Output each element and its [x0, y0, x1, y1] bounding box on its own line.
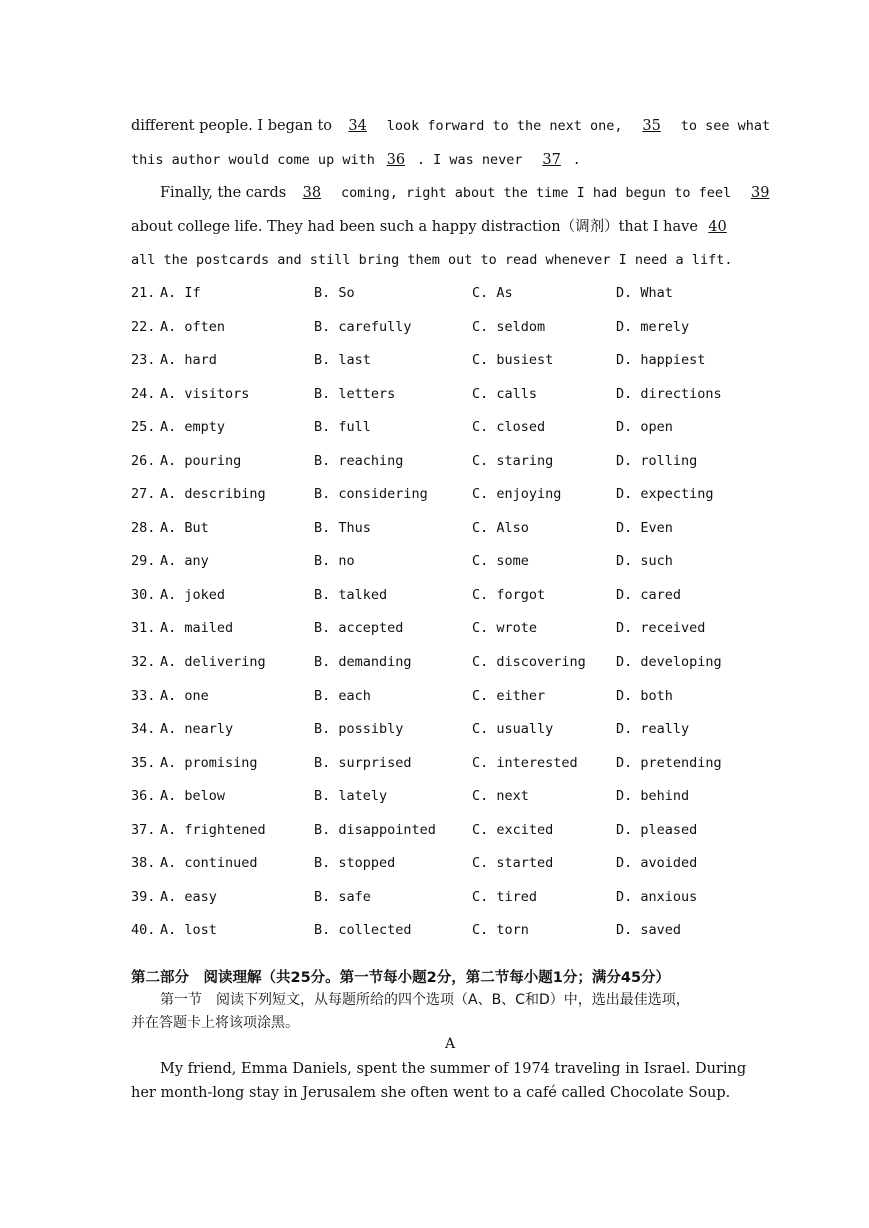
option-b: B. each	[314, 687, 371, 704]
passage-line-3: Finally, the cards 38 coming, right about the time I had begun to feel 39	[131, 177, 739, 211]
option-b: B. lately	[314, 788, 388, 805]
question-row	[131, 579, 751, 613]
option-c: C. calls	[472, 385, 538, 402]
option-a: A. often	[160, 318, 226, 335]
option-c: C. started	[472, 855, 554, 872]
question-row	[131, 445, 751, 479]
option-a: A. hard	[160, 352, 217, 369]
option-a: A. empty	[160, 419, 226, 436]
question-row	[131, 713, 751, 747]
question-number: 34.	[131, 721, 156, 738]
question-number: 32.	[131, 654, 156, 671]
option-c: C. excited	[472, 821, 554, 838]
question-row	[131, 612, 751, 646]
option-b: B. collected	[314, 922, 412, 939]
option-a: A. If	[160, 285, 201, 301]
option-c: C. As	[472, 285, 513, 301]
option-b: B. full	[314, 419, 371, 436]
question-row	[131, 512, 751, 546]
blank-38: 38	[302, 185, 322, 202]
option-b: B. stopped	[314, 855, 396, 872]
instructions-line-2: 并在答题卡上将该项涂黑。	[131, 1015, 299, 1031]
option-d: D. cared	[616, 586, 682, 603]
story-line-2: her month-long stay in Jerusalem she often went to a café called Chocolate Soup.	[131, 1085, 731, 1101]
option-a: A. visitors	[160, 385, 250, 402]
option-c: C. enjoying	[472, 486, 562, 503]
option-a: A. lost	[160, 922, 217, 939]
option-b: B. accepted	[314, 620, 404, 637]
option-b: B. reaching	[314, 452, 404, 469]
option-d: D. really	[616, 721, 690, 738]
question-row	[131, 344, 751, 378]
option-a: A. delivering	[160, 654, 266, 671]
blank-34: 34	[348, 118, 367, 134]
option-d: D. developing	[616, 654, 722, 671]
question-number: 38.	[131, 855, 156, 872]
question-number: 27.	[131, 486, 156, 503]
story-line-1: My friend, Emma Daniels, spent the summer of 1974 traveling in Israel. During	[160, 1061, 747, 1077]
option-b: B. safe	[314, 888, 371, 905]
option-d: D. avoided	[616, 855, 698, 872]
blank-35: 35	[642, 118, 661, 134]
option-c: C. Also	[472, 519, 529, 536]
question-row	[131, 646, 751, 680]
option-a: A. mailed	[160, 620, 234, 637]
option-a: A. continued	[160, 855, 258, 872]
question-number: 40.	[131, 922, 156, 939]
option-d: D. Even	[616, 519, 673, 536]
blank-36: 36	[386, 151, 406, 168]
option-a: A. below	[160, 788, 226, 805]
option-c: C. usually	[472, 721, 554, 738]
option-a: A. promising	[160, 754, 258, 771]
question-row	[131, 411, 751, 445]
blank-40: 40	[708, 218, 727, 235]
option-b: B. no	[314, 553, 355, 570]
option-c: C. torn	[472, 922, 529, 939]
question-row	[131, 814, 751, 848]
option-a: A. any	[160, 553, 209, 570]
option-a: A. describing	[160, 486, 266, 503]
question-row	[131, 545, 751, 579]
question-number: 24.	[131, 385, 156, 402]
option-d: D. behind	[616, 788, 690, 805]
question-number: 25.	[131, 419, 156, 436]
option-b: B. letters	[314, 385, 396, 402]
option-c: C. either	[472, 687, 546, 704]
option-c: C. busiest	[472, 352, 554, 369]
option-d: D. happiest	[616, 352, 706, 369]
option-c: C. next	[472, 788, 529, 805]
question-row	[131, 311, 751, 345]
option-d: D. pleased	[616, 821, 698, 838]
option-b: B. last	[314, 352, 371, 369]
question-number: 31.	[131, 620, 156, 637]
question-row	[131, 378, 751, 412]
option-b: B. surprised	[314, 754, 412, 771]
instructions-line-1: 第一节 阅读下列短文，从每题所给的四个选项（A、B、C和D）中，选出最佳选项，	[160, 992, 690, 1008]
question-number: 26.	[131, 452, 156, 469]
passage-line-1: different people. I began to 34 look forward to the next one, 35 to see what	[131, 110, 739, 144]
option-c: C. seldom	[472, 318, 546, 335]
option-b: B. demanding	[314, 654, 412, 671]
passage-line-5: all the postcards and still bring them out to read whenever I need a lift.	[131, 252, 733, 269]
passage-line-2: this author would come up with 36 . I was never 37 .	[131, 144, 739, 178]
question-row	[131, 747, 751, 781]
option-c: C. staring	[472, 452, 554, 469]
question-number: 33.	[131, 687, 156, 704]
option-d: D. merely	[616, 318, 690, 335]
blank-37: 37	[542, 151, 561, 168]
passage-continuation	[131, 110, 771, 278]
option-a: A. pouring	[160, 452, 242, 469]
option-d: D. What	[616, 285, 673, 301]
passage-label: A	[444, 1036, 456, 1052]
option-a: A. joked	[160, 586, 226, 603]
option-a: A. frightened	[160, 821, 266, 838]
question-number: 36.	[131, 788, 156, 805]
question-row	[131, 780, 751, 814]
option-d: D. such	[616, 553, 673, 570]
question-row	[131, 847, 751, 881]
option-b: B. possibly	[314, 721, 404, 738]
question-number: 39.	[131, 888, 156, 905]
option-b: B. considering	[314, 486, 428, 503]
question-number: 37.	[131, 821, 156, 838]
option-d: D. pretending	[616, 754, 722, 771]
section-instructions	[131, 989, 741, 1035]
option-c: C. forgot	[472, 586, 546, 603]
option-b: B. So	[314, 285, 355, 301]
question-number: 29.	[131, 553, 156, 570]
option-c: C. tired	[472, 888, 538, 905]
blank-39: 39	[750, 185, 770, 202]
option-d: D. anxious	[616, 888, 698, 905]
question-row	[131, 881, 751, 915]
option-b: B. Thus	[314, 519, 371, 536]
question-number: 35.	[131, 754, 156, 771]
option-d: D. saved	[616, 922, 682, 939]
option-b: B. carefully	[314, 318, 412, 335]
option-d: D. expecting	[616, 486, 714, 503]
question-number: 21.	[131, 285, 156, 301]
question-number: 23.	[131, 352, 156, 369]
question-row	[131, 478, 751, 512]
option-a: A. one	[160, 687, 209, 704]
option-a: A. But	[160, 519, 209, 536]
option-c: C. some	[472, 553, 529, 570]
question-row	[131, 277, 751, 311]
option-b: B. talked	[314, 586, 388, 603]
option-d: D. open	[616, 419, 673, 436]
question-number: 22.	[131, 318, 156, 335]
option-d: D. both	[616, 687, 673, 704]
question-number: 30.	[131, 586, 156, 603]
option-c: C. discovering	[472, 654, 586, 671]
question-options	[131, 277, 751, 948]
question-row	[131, 914, 751, 948]
question-number: 28.	[131, 519, 156, 536]
option-d: D. rolling	[616, 452, 698, 469]
option-d: D. directions	[616, 385, 722, 402]
option-c: C. wrote	[472, 620, 538, 637]
section-heading: 第二部分 阅读理解（共25分。第一节每小题2分，第二节每小题1分；满分45分）	[131, 970, 671, 986]
option-d: D. received	[616, 620, 706, 637]
option-a: A. nearly	[160, 721, 234, 738]
passage-line-4: about college life. They had been such a happy distraction（调剂）that I have 40	[131, 211, 739, 245]
option-b: B. disappointed	[314, 821, 436, 838]
option-c: C. interested	[472, 754, 578, 771]
passage-a-text	[131, 1057, 751, 1105]
option-c: C. closed	[472, 419, 546, 436]
option-a: A. easy	[160, 888, 217, 905]
question-row	[131, 680, 751, 714]
